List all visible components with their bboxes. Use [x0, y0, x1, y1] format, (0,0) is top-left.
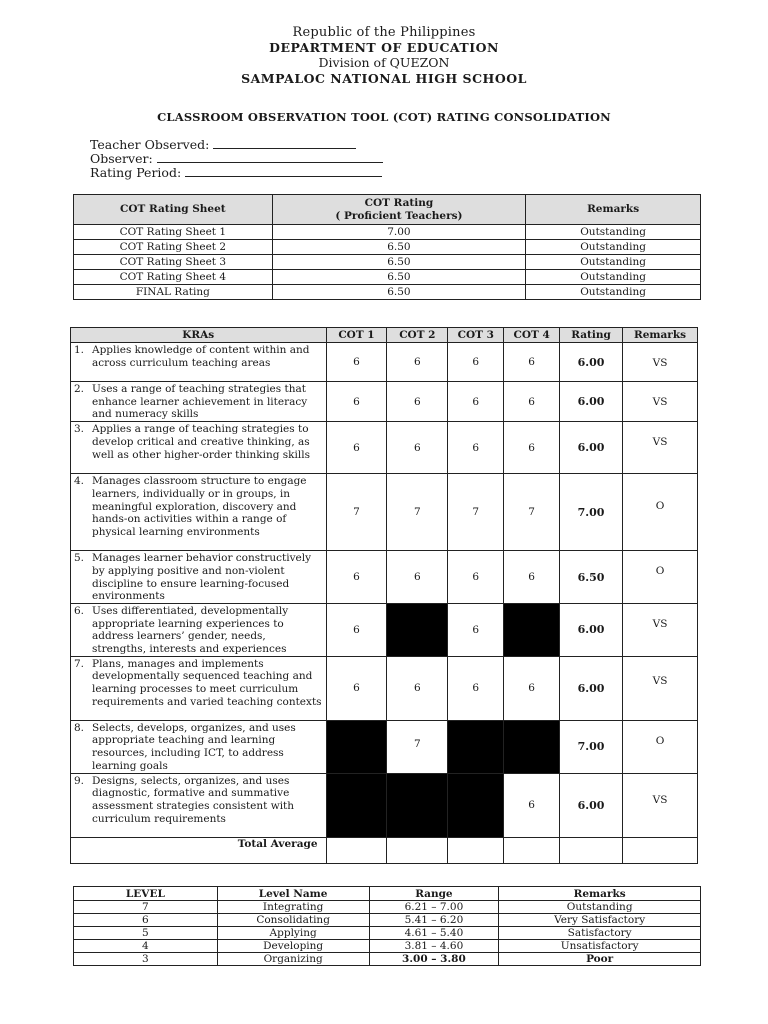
- level-name: Applying: [217, 927, 369, 940]
- table-row: [74, 225, 701, 240]
- header-cot-rating-line2: ( Proficient Teachers): [335, 209, 463, 222]
- republic-line: Republic of the Philippines: [292, 25, 476, 40]
- kra-number: 2.: [74, 383, 85, 395]
- kra-remarks: VS: [623, 382, 698, 422]
- kra-text: Uses differentiated, developmentally appropriate learning experiences to address learners’ gender, needs, strengths, interests and experiences: [92, 604, 289, 656]
- kra-remarks: O: [623, 474, 698, 551]
- table-row: [71, 382, 698, 422]
- kra-description: [71, 551, 327, 604]
- cot4-score: 7: [504, 474, 560, 551]
- header-cot2: COT 2: [387, 328, 448, 343]
- header-remarks: Remarks: [526, 195, 701, 225]
- level-range: 4.61 – 5.40: [369, 927, 499, 940]
- observer-field[interactable]: [90, 151, 383, 166]
- level-range: 5.41 – 6.20: [369, 914, 499, 927]
- cot2-score: 6: [387, 551, 448, 604]
- cot3-score: 7: [448, 474, 504, 551]
- sheet-rating: 6.50: [272, 255, 526, 270]
- kra-number: 4.: [74, 475, 85, 488]
- sheet-remarks: Outstanding: [526, 255, 701, 270]
- final-rating-row: [74, 285, 701, 300]
- kra-table: [70, 327, 698, 864]
- kra-description: [71, 656, 327, 720]
- department-line: DEPARTMENT OF EDUCATION: [269, 40, 499, 55]
- teacher-observed-field[interactable]: [90, 137, 356, 152]
- kra-remarks: O: [623, 551, 698, 604]
- level-number: 4: [74, 940, 218, 953]
- kra-rating: 6.50: [560, 551, 623, 604]
- kra-remarks: VS: [623, 343, 698, 382]
- total-cot3: [448, 837, 504, 863]
- rating-period-label: Rating Period:: [90, 165, 182, 180]
- cot2-score: 6: [387, 656, 448, 720]
- sheet-rating: 6.50: [272, 270, 526, 285]
- kra-remarks: VS: [623, 656, 698, 720]
- header-cot3: COT 3: [448, 328, 504, 343]
- level-name: Integrating: [217, 901, 369, 914]
- level-range: 6.21 – 7.00: [369, 901, 499, 914]
- header-cot4: COT 4: [504, 328, 560, 343]
- cot1-score: 6: [326, 551, 387, 604]
- cot1-score: 6: [326, 422, 387, 474]
- kra-rating: 6.00: [560, 603, 623, 656]
- level-number: 6: [74, 914, 218, 927]
- kra-text: Selects, develops, organizes, and uses appropriate teaching and learning resources, including ICT, to address learning goals: [92, 721, 296, 772]
- table-header-row: [71, 328, 698, 343]
- kra-rating: 6.00: [560, 422, 623, 474]
- level-legend-table: [73, 886, 701, 966]
- kra-description: [71, 603, 327, 656]
- kra-description: [71, 422, 327, 474]
- total-average-label: Total Average: [71, 837, 327, 863]
- table-row: [74, 940, 701, 953]
- level-remarks: Very Satisfactory: [499, 914, 701, 927]
- total-cot4: [504, 837, 560, 863]
- cot4-score-blacked: [504, 603, 560, 656]
- cot3-score: 6: [448, 382, 504, 422]
- kra-number: 1.: [74, 344, 85, 356]
- sheet-rating: 6.50: [272, 285, 526, 300]
- kra-remarks: VS: [623, 422, 698, 474]
- kra-rating: 6.00: [560, 382, 623, 422]
- cot1-score-blacked: [326, 720, 387, 773]
- cot1-score: 6: [326, 656, 387, 720]
- sheet-remarks: Outstanding: [526, 225, 701, 240]
- sheet-remarks: Outstanding: [526, 270, 701, 285]
- header-cot-rating-line1: COT Rating: [364, 196, 434, 209]
- sheet-name: COT Rating Sheet 4: [74, 270, 273, 285]
- cot1-score: 6: [326, 603, 387, 656]
- header-rating: Rating: [560, 328, 623, 343]
- table-row: [71, 474, 698, 551]
- cot4-score: 6: [504, 343, 560, 382]
- kra-number: 7.: [74, 657, 85, 670]
- kra-text: Applies a range of teaching strategies to develop critical and creative thinking, as well as other higher-order thinking skills: [92, 423, 310, 461]
- kra-text: Manages classroom structure to engage learners, individually or in groups, in meaningful exploration, discovery and hands-on activities within a range of physical learning environments: [92, 475, 307, 538]
- table-row: [71, 773, 698, 837]
- cot2-score: 6: [387, 343, 448, 382]
- kra-number: 6.: [74, 604, 85, 617]
- level-name: Developing: [217, 940, 369, 953]
- kra-rating: 7.00: [560, 474, 623, 551]
- header-kras: KRAs: [71, 328, 327, 343]
- table-row: [74, 255, 701, 270]
- cot4-score-blacked: [504, 720, 560, 773]
- table-row: [74, 901, 701, 914]
- total-average-row: [71, 837, 698, 863]
- table-row: [71, 343, 698, 382]
- total-remarks: [623, 837, 698, 863]
- cot-summary-table: [73, 194, 701, 300]
- sheet-name: COT Rating Sheet 3: [74, 255, 273, 270]
- cot3-score-blacked: [448, 773, 504, 837]
- table-row: [71, 656, 698, 720]
- kra-rating: 6.00: [560, 656, 623, 720]
- header-range: Range: [369, 887, 499, 901]
- table-header-row: [74, 195, 701, 225]
- cot2-score: 6: [387, 382, 448, 422]
- table-row: [74, 953, 701, 966]
- cot4-score: 6: [504, 551, 560, 604]
- kra-description: [71, 474, 327, 551]
- table-row: [71, 603, 698, 656]
- rating-period-field[interactable]: [90, 165, 382, 180]
- cot3-score: 6: [448, 551, 504, 604]
- kra-text: Designs, selects, organizes, and uses diagnostic, formative and summative assessment strategies consistent with curriculum requirements: [92, 774, 295, 825]
- kra-number: 3.: [74, 423, 85, 436]
- cot3-score: 6: [448, 343, 504, 382]
- document-title: CLASSROOM OBSERVATION TOOL (COT) RATING CONSOLIDATION: [157, 110, 611, 124]
- cot3-score: 6: [448, 422, 504, 474]
- sheet-remarks: Outstanding: [526, 285, 701, 300]
- sheet-rating: 6.50: [272, 240, 526, 255]
- cot3-score-blacked: [448, 720, 504, 773]
- kra-number: 5.: [74, 552, 85, 565]
- sheet-rating: 7.00: [272, 225, 526, 240]
- sheet-name: COT Rating Sheet 1: [74, 225, 273, 240]
- cot1-score: 6: [326, 343, 387, 382]
- cot2-score: 7: [387, 720, 448, 773]
- level-range: 3.00 – 3.80: [369, 953, 499, 966]
- table-row: [74, 914, 701, 927]
- kra-rating: 7.00: [560, 720, 623, 773]
- kra-text: Uses a range of teaching strategies that enhance learner achievement in literacy and numeracy skills: [92, 383, 308, 421]
- cot4-score: 6: [504, 773, 560, 837]
- total-rating: [560, 837, 623, 863]
- kra-description: [71, 720, 327, 773]
- kra-text: Plans, manages and implements developmentally sequenced teaching and learning processes to meet curriculum requirements and varied teaching contexts: [92, 657, 322, 708]
- observer-blank[interactable]: [157, 151, 383, 163]
- table-row: [71, 422, 698, 474]
- header-remarks: Remarks: [623, 328, 698, 343]
- level-remarks: Unsatisfactory: [499, 940, 701, 953]
- table-row: [74, 270, 701, 285]
- header-cot-rating-sheet: COT Rating Sheet: [74, 195, 273, 225]
- sheet-name: COT Rating Sheet 2: [74, 240, 273, 255]
- level-name: Consolidating: [217, 914, 369, 927]
- level-range: 3.81 – 4.60: [369, 940, 499, 953]
- header-cot-rating: [272, 195, 526, 225]
- table-row: [71, 720, 698, 773]
- rating-period-blank[interactable]: [185, 165, 382, 177]
- cot2-score-blacked: [387, 773, 448, 837]
- cot3-score: 6: [448, 603, 504, 656]
- kra-remarks: VS: [623, 603, 698, 656]
- cot4-score: 6: [504, 422, 560, 474]
- cot1-score-blacked: [326, 773, 387, 837]
- kra-remarks: O: [623, 720, 698, 773]
- header-level: LEVEL: [74, 887, 218, 901]
- table-row: [74, 240, 701, 255]
- level-number: 7: [74, 901, 218, 914]
- cot2-score: 7: [387, 474, 448, 551]
- kra-description: [71, 773, 327, 837]
- level-remarks: Satisfactory: [499, 927, 701, 940]
- cot1-score: 6: [326, 382, 387, 422]
- cot2-score-blacked: [387, 603, 448, 656]
- table-row: [74, 927, 701, 940]
- kra-remarks: VS: [623, 773, 698, 837]
- kra-description: [71, 343, 327, 382]
- table-row: [71, 551, 698, 604]
- total-cot1: [326, 837, 387, 863]
- kra-description: [71, 382, 327, 422]
- kra-rating: 6.00: [560, 773, 623, 837]
- table-header-row: [74, 887, 701, 901]
- level-remarks: Poor: [499, 953, 701, 966]
- level-number: 3: [74, 953, 218, 966]
- kra-number: 8.: [74, 721, 85, 734]
- level-name: Organizing: [217, 953, 369, 966]
- kra-text: Applies knowledge of content within and across curriculum teaching areas: [92, 344, 310, 369]
- kra-rating: 6.00: [560, 343, 623, 382]
- header-cot1: COT 1: [326, 328, 387, 343]
- cot1-score: 7: [326, 474, 387, 551]
- sheet-name: FINAL Rating: [74, 285, 273, 300]
- level-remarks: Outstanding: [499, 901, 701, 914]
- school-name: SAMPALOC NATIONAL HIGH SCHOOL: [241, 71, 527, 86]
- teacher-observed-label: Teacher Observed:: [90, 137, 210, 152]
- sheet-remarks: Outstanding: [526, 240, 701, 255]
- cot4-score: 6: [504, 382, 560, 422]
- header-level-name: Level Name: [217, 887, 369, 901]
- total-cot2: [387, 837, 448, 863]
- header-remarks: Remarks: [499, 887, 701, 901]
- division-line: Division of QUEZON: [318, 55, 450, 70]
- kra-number: 9.: [74, 774, 85, 787]
- cot3-score: 6: [448, 656, 504, 720]
- level-number: 5: [74, 927, 218, 940]
- cot2-score: 6: [387, 422, 448, 474]
- observer-label: Observer:: [90, 151, 153, 166]
- kra-text: Manages learner behavior constructively by applying positive and non-violent discipline to ensure learning-focused environments: [92, 552, 312, 603]
- cot4-score: 6: [504, 656, 560, 720]
- teacher-observed-blank[interactable]: [213, 137, 356, 149]
